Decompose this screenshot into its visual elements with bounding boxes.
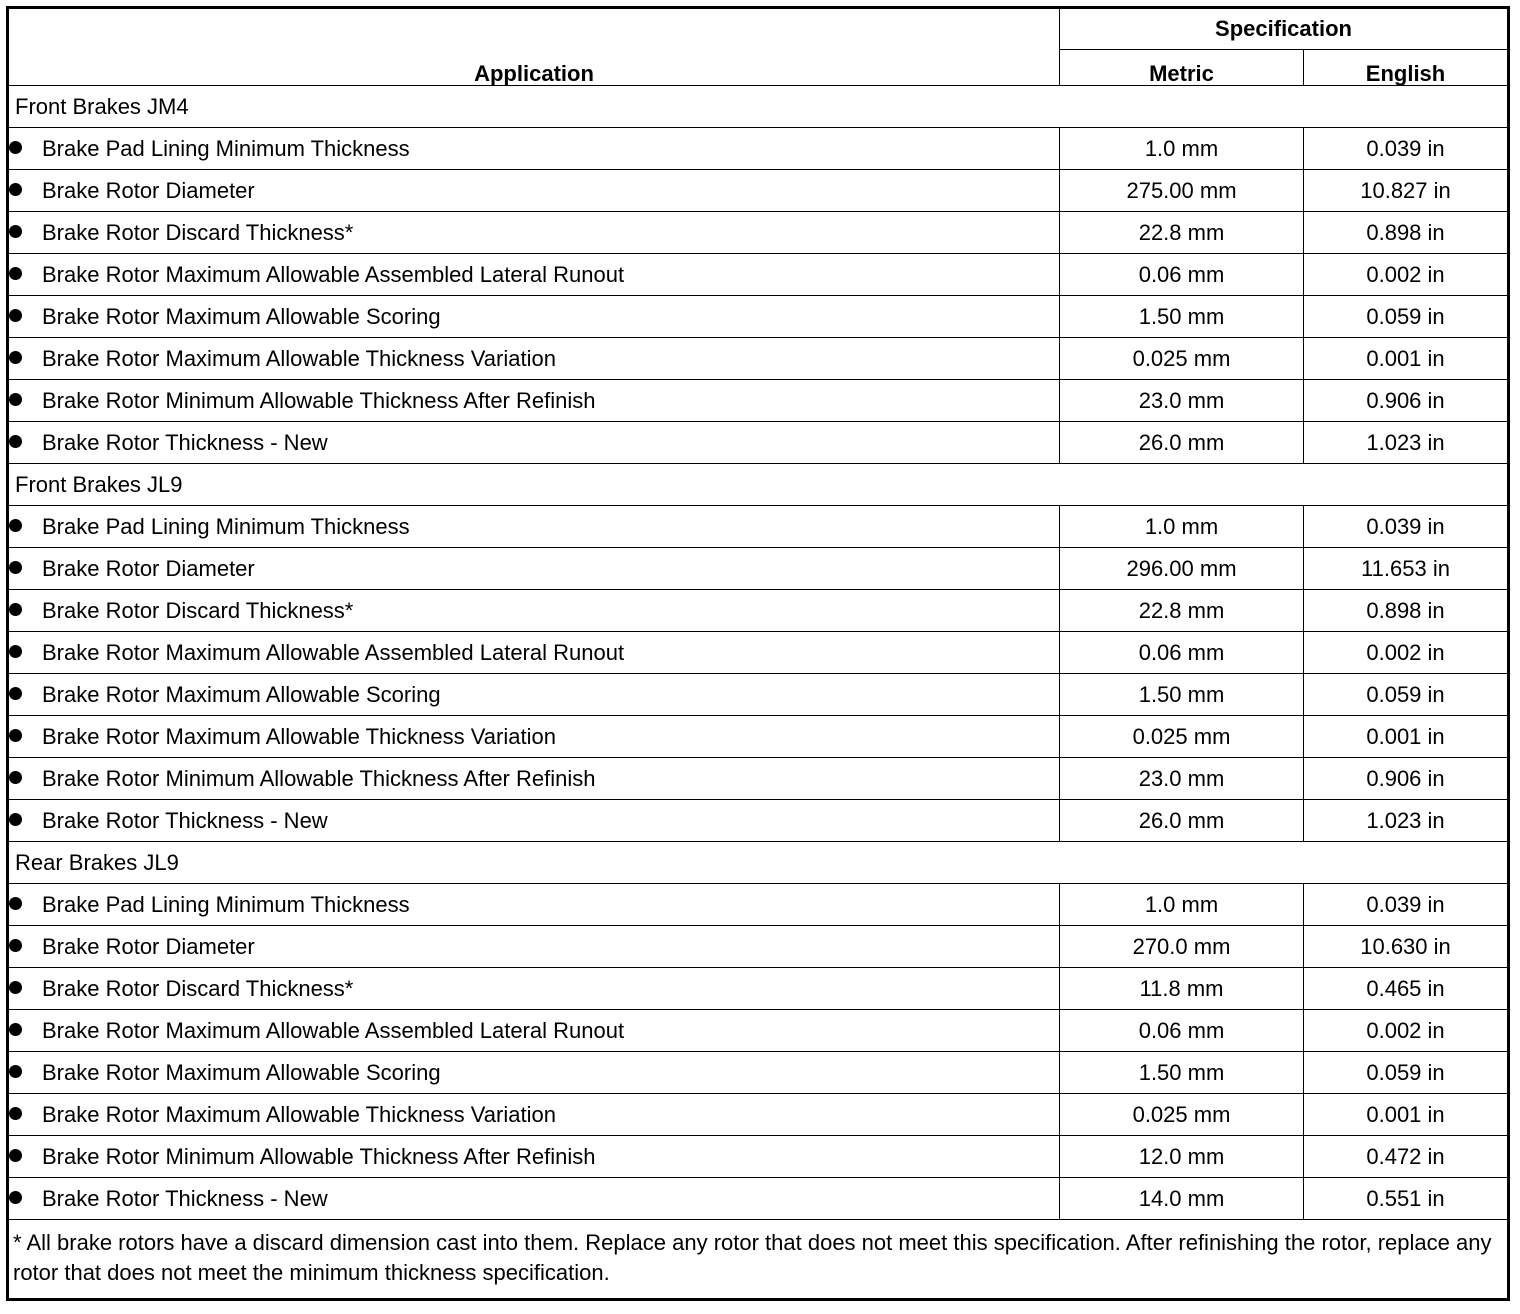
metric-value: 22.8 mm bbox=[1060, 212, 1304, 254]
metric-value: 1.50 mm bbox=[1060, 296, 1304, 338]
english-value: 0.002 in bbox=[1304, 632, 1509, 674]
brake-specification-table bbox=[6, 6, 1510, 1301]
metric-value: 275.00 mm bbox=[1060, 170, 1304, 212]
english-column-header: English bbox=[1304, 50, 1509, 86]
application-cell bbox=[8, 968, 1060, 1010]
application-cell bbox=[8, 758, 1060, 800]
bullet-icon bbox=[9, 813, 22, 826]
table-row bbox=[8, 758, 1509, 800]
application-cell bbox=[8, 338, 1060, 380]
metric-value: 0.025 mm bbox=[1060, 716, 1304, 758]
english-value: 0.059 in bbox=[1304, 674, 1509, 716]
application-cell bbox=[8, 1178, 1060, 1220]
table-row bbox=[8, 1136, 1509, 1178]
application-cell bbox=[8, 590, 1060, 632]
application-cell bbox=[8, 1136, 1060, 1178]
bullet-icon bbox=[9, 393, 22, 406]
table-row bbox=[8, 380, 1509, 422]
application-label: Brake Rotor Maximum Allowable Scoring bbox=[42, 303, 441, 329]
application-label: Brake Rotor Thickness - New bbox=[42, 807, 328, 833]
section-header-row bbox=[8, 842, 1509, 884]
bullet-icon bbox=[9, 267, 22, 280]
bullet-icon bbox=[9, 435, 22, 448]
application-cell bbox=[8, 548, 1060, 590]
application-label: Brake Rotor Diameter bbox=[42, 177, 255, 203]
bullet-icon bbox=[9, 1023, 22, 1036]
application-cell bbox=[8, 380, 1060, 422]
english-value: 10.827 in bbox=[1304, 170, 1509, 212]
english-value: 0.039 in bbox=[1304, 506, 1509, 548]
bullet-icon bbox=[9, 729, 22, 742]
table-row bbox=[8, 1010, 1509, 1052]
metric-value: 0.06 mm bbox=[1060, 632, 1304, 674]
table-footer bbox=[8, 1220, 1509, 1300]
table-row bbox=[8, 674, 1509, 716]
bullet-icon bbox=[9, 183, 22, 196]
application-label: Brake Rotor Maximum Allowable Assembled Lateral Runout bbox=[42, 1017, 625, 1043]
application-label: Brake Rotor Thickness - New bbox=[42, 1185, 328, 1211]
metric-value: 1.50 mm bbox=[1060, 1052, 1304, 1094]
metric-value: 14.0 mm bbox=[1060, 1178, 1304, 1220]
application-cell bbox=[8, 128, 1060, 170]
application-label: Brake Rotor Discard Thickness* bbox=[42, 597, 354, 623]
application-label: Brake Rotor Minimum Allowable Thickness After Refinish bbox=[42, 387, 596, 413]
table-row bbox=[8, 338, 1509, 380]
table-row bbox=[8, 1178, 1509, 1220]
application-label: Brake Rotor Diameter bbox=[42, 555, 255, 581]
english-value: 0.001 in bbox=[1304, 1094, 1509, 1136]
table-row bbox=[8, 800, 1509, 842]
english-value: 0.898 in bbox=[1304, 212, 1509, 254]
section-title: Front Brakes JL9 bbox=[8, 464, 1509, 506]
application-label: Brake Rotor Minimum Allowable Thickness After Refinish bbox=[42, 1143, 596, 1169]
bullet-icon bbox=[9, 1191, 22, 1204]
table-row bbox=[8, 212, 1509, 254]
table-row bbox=[8, 170, 1509, 212]
footnote-row bbox=[8, 1220, 1509, 1300]
application-cell bbox=[8, 884, 1060, 926]
table-header bbox=[8, 8, 1509, 86]
application-cell bbox=[8, 212, 1060, 254]
application-label: Brake Rotor Maximum Allowable Assembled Lateral Runout bbox=[42, 261, 625, 287]
metric-value: 270.0 mm bbox=[1060, 926, 1304, 968]
specification-column-header: Specification bbox=[1060, 8, 1509, 50]
application-label: Brake Rotor Maximum Allowable Thickness Variation bbox=[42, 723, 556, 749]
application-label: Brake Rotor Discard Thickness* bbox=[42, 975, 354, 1001]
application-cell bbox=[8, 926, 1060, 968]
table-row bbox=[8, 632, 1509, 674]
metric-value: 26.0 mm bbox=[1060, 800, 1304, 842]
metric-value: 0.025 mm bbox=[1060, 1094, 1304, 1136]
english-value: 0.551 in bbox=[1304, 1178, 1509, 1220]
application-label: Brake Rotor Maximum Allowable Scoring bbox=[42, 1059, 441, 1085]
bullet-icon bbox=[9, 351, 22, 364]
application-label: Brake Pad Lining Minimum Thickness bbox=[42, 891, 410, 917]
metric-value: 0.025 mm bbox=[1060, 338, 1304, 380]
table-row bbox=[8, 716, 1509, 758]
application-cell bbox=[8, 1094, 1060, 1136]
english-value: 0.002 in bbox=[1304, 1010, 1509, 1052]
application-cell bbox=[8, 296, 1060, 338]
bullet-icon bbox=[9, 897, 22, 910]
english-value: 0.059 in bbox=[1304, 296, 1509, 338]
english-value: 0.002 in bbox=[1304, 254, 1509, 296]
metric-value: 23.0 mm bbox=[1060, 380, 1304, 422]
section-header-row bbox=[8, 86, 1509, 128]
metric-value: 1.0 mm bbox=[1060, 506, 1304, 548]
table-row bbox=[8, 296, 1509, 338]
metric-column-header: Metric bbox=[1060, 50, 1304, 86]
table-row bbox=[8, 548, 1509, 590]
application-cell bbox=[8, 632, 1060, 674]
english-value: 0.472 in bbox=[1304, 1136, 1509, 1178]
table-row bbox=[8, 884, 1509, 926]
metric-value: 1.0 mm bbox=[1060, 128, 1304, 170]
english-value: 11.653 in bbox=[1304, 548, 1509, 590]
bullet-icon bbox=[9, 1149, 22, 1162]
application-cell bbox=[8, 422, 1060, 464]
application-cell bbox=[8, 170, 1060, 212]
english-value: 1.023 in bbox=[1304, 422, 1509, 464]
table-row bbox=[8, 506, 1509, 548]
application-label: Brake Pad Lining Minimum Thickness bbox=[42, 135, 410, 161]
table-row bbox=[8, 128, 1509, 170]
english-value: 0.039 in bbox=[1304, 884, 1509, 926]
table-row bbox=[8, 422, 1509, 464]
header-row-top bbox=[8, 8, 1509, 50]
application-label: Brake Rotor Maximum Allowable Thickness Variation bbox=[42, 1101, 556, 1127]
section-title: Rear Brakes JL9 bbox=[8, 842, 1509, 884]
bullet-icon bbox=[9, 645, 22, 658]
bullet-icon bbox=[9, 939, 22, 952]
metric-value: 1.0 mm bbox=[1060, 884, 1304, 926]
metric-value: 26.0 mm bbox=[1060, 422, 1304, 464]
english-value: 0.059 in bbox=[1304, 1052, 1509, 1094]
metric-value: 12.0 mm bbox=[1060, 1136, 1304, 1178]
application-label: Brake Rotor Maximum Allowable Thickness Variation bbox=[42, 345, 556, 371]
bullet-icon bbox=[9, 561, 22, 574]
metric-value: 0.06 mm bbox=[1060, 1010, 1304, 1052]
english-value: 0.898 in bbox=[1304, 590, 1509, 632]
metric-value: 11.8 mm bbox=[1060, 968, 1304, 1010]
application-cell bbox=[8, 1010, 1060, 1052]
metric-value: 296.00 mm bbox=[1060, 548, 1304, 590]
bullet-icon bbox=[9, 603, 22, 616]
metric-value: 23.0 mm bbox=[1060, 758, 1304, 800]
application-cell bbox=[8, 506, 1060, 548]
bullet-icon bbox=[9, 141, 22, 154]
table-body bbox=[8, 86, 1509, 1220]
bullet-icon bbox=[9, 519, 22, 532]
english-value: 0.906 in bbox=[1304, 758, 1509, 800]
bullet-icon bbox=[9, 1107, 22, 1120]
table-row bbox=[8, 968, 1509, 1010]
table-row bbox=[8, 590, 1509, 632]
application-label: Brake Rotor Maximum Allowable Assembled Lateral Runout bbox=[42, 639, 625, 665]
bullet-icon bbox=[9, 981, 22, 994]
application-label: Brake Pad Lining Minimum Thickness bbox=[42, 513, 410, 539]
section-header-row bbox=[8, 464, 1509, 506]
application-cell bbox=[8, 254, 1060, 296]
table-row bbox=[8, 1052, 1509, 1094]
application-label: Brake Rotor Discard Thickness* bbox=[42, 219, 354, 245]
application-column-header: Application bbox=[8, 8, 1060, 86]
table-row bbox=[8, 926, 1509, 968]
bullet-icon bbox=[9, 225, 22, 238]
metric-value: 0.06 mm bbox=[1060, 254, 1304, 296]
application-label: Brake Rotor Thickness - New bbox=[42, 429, 328, 455]
table-row bbox=[8, 1094, 1509, 1136]
application-cell bbox=[8, 674, 1060, 716]
application-cell bbox=[8, 716, 1060, 758]
english-value: 0.465 in bbox=[1304, 968, 1509, 1010]
bullet-icon bbox=[9, 1065, 22, 1078]
english-value: 1.023 in bbox=[1304, 800, 1509, 842]
application-label: Brake Rotor Maximum Allowable Scoring bbox=[42, 681, 441, 707]
section-title: Front Brakes JM4 bbox=[8, 86, 1509, 128]
metric-value: 1.50 mm bbox=[1060, 674, 1304, 716]
application-cell bbox=[8, 800, 1060, 842]
bullet-icon bbox=[9, 309, 22, 322]
english-value: 0.001 in bbox=[1304, 716, 1509, 758]
english-value: 0.906 in bbox=[1304, 380, 1509, 422]
english-value: 0.001 in bbox=[1304, 338, 1509, 380]
bullet-icon bbox=[9, 771, 22, 784]
application-cell bbox=[8, 1052, 1060, 1094]
metric-value: 22.8 mm bbox=[1060, 590, 1304, 632]
footnote-text: * All brake rotors have a discard dimension cast into them. Replace any rotor that does not meet this specification. After refinishing the rotor, replace any rotor that does not meet the minimum thickness specification. bbox=[8, 1220, 1509, 1300]
english-value: 0.039 in bbox=[1304, 128, 1509, 170]
bullet-icon bbox=[9, 687, 22, 700]
table-row bbox=[8, 254, 1509, 296]
english-value: 10.630 in bbox=[1304, 926, 1509, 968]
application-label: Brake Rotor Minimum Allowable Thickness After Refinish bbox=[42, 765, 596, 791]
application-label: Brake Rotor Diameter bbox=[42, 933, 255, 959]
